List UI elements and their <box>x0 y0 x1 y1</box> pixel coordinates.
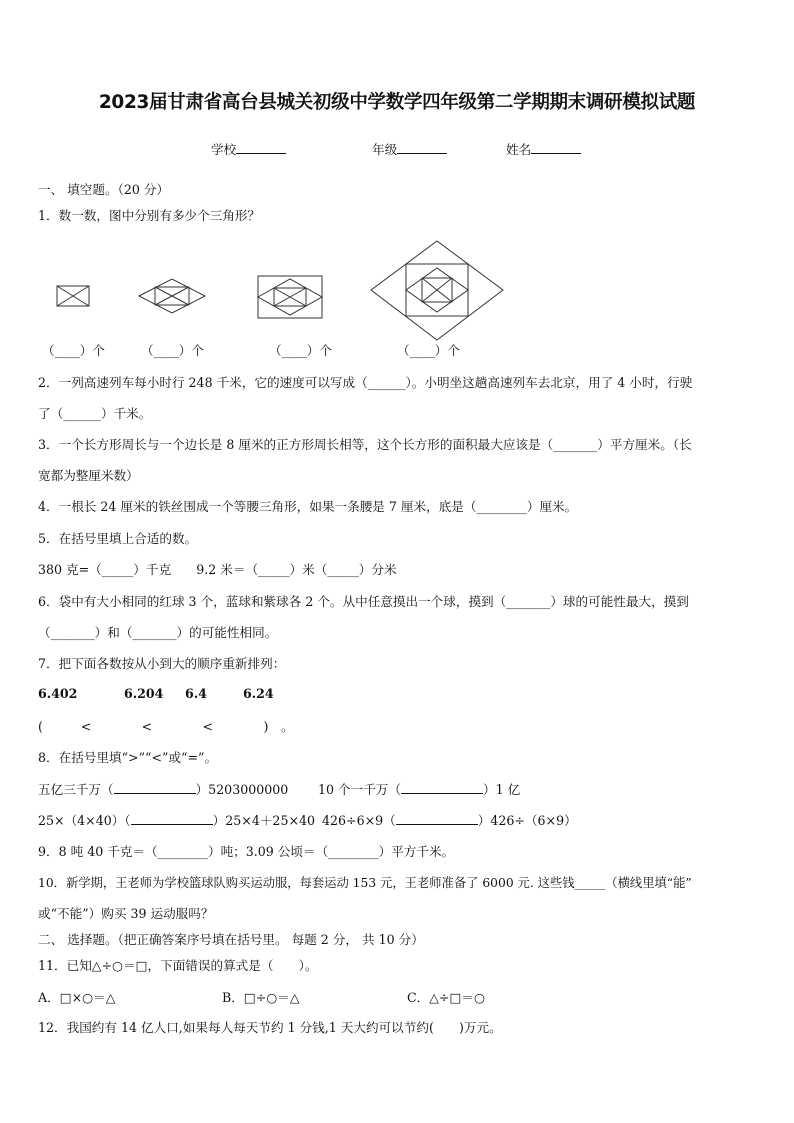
q1-answer-3[interactable]: （____）个 <box>269 343 332 358</box>
question-10-line-2: 或“不能”）购买 39 运动服吗？ <box>38 906 214 921</box>
question-8-line-3b <box>322 812 577 829</box>
question-2-line-2: 了（______）千米。 <box>38 406 152 421</box>
q7-number-2: 6.204 <box>124 686 164 701</box>
question-12: 12．我国约有 14 亿人口,如果每人每天节约 1 分钱,1 天大约可以节约( )万元。 <box>38 1020 502 1035</box>
question-3-line-2: 宽都为整厘米数） <box>38 468 139 483</box>
q7-order-blank[interactable]: ( < < < ) 。 <box>38 719 294 734</box>
question-5-line-2: 380 克=（_____）千克 9.2 米＝（_____）米（_____）分米 <box>38 562 397 577</box>
q8-blank-3[interactable] <box>131 812 213 825</box>
figure-3 <box>254 274 326 320</box>
section-two-heading: 二、 选择题。（把正确答案序号填在括号里。 每题 2 分， 共 10 分） <box>38 932 424 947</box>
school-line <box>236 141 286 154</box>
q8-label-e: 25×（4×40）（ <box>38 813 131 828</box>
q7-number-3: 6.4 <box>185 686 207 701</box>
question-8-line-2b <box>318 781 520 798</box>
q8-label-a: 五亿三千万（ <box>38 782 114 797</box>
question-4: 4．一根长 24 厘米的铁丝围成一个等腰三角形，如果一条腰是 7 厘米，底是（________）厘米。 <box>38 499 578 514</box>
q11-option-c[interactable]: C．△÷□＝○ <box>407 990 485 1005</box>
question-8: 8．在括号里填“>”“<”或“=”。 <box>38 750 218 765</box>
grade-field[interactable] <box>372 141 447 158</box>
q1-answer-4[interactable]: （____）个 <box>397 343 460 358</box>
q8-blank-1[interactable] <box>114 781 196 794</box>
question-6-line-2: （_______）和（_______）的可能性相同。 <box>38 625 278 640</box>
school-field[interactable] <box>211 141 286 158</box>
q1-answer-2[interactable]: （____）个 <box>141 343 204 358</box>
grade-label: 年级 <box>372 142 398 157</box>
name-label: 姓名 <box>506 142 532 157</box>
q11-option-b[interactable]: B．□÷○＝△ <box>222 990 300 1005</box>
question-1: 1．数一数，图中分别有多少个三角形？ <box>38 208 261 223</box>
section-one-heading: 一、 填空题。（20 分） <box>38 182 170 197</box>
q11-option-a[interactable]: A．□×○＝△ <box>38 990 116 1005</box>
q1-answer-1[interactable]: （____）个 <box>42 343 105 358</box>
q8-label-g: 426÷6×9（ <box>322 813 396 828</box>
name-field[interactable] <box>506 141 581 158</box>
q7-number-4: 6.24 <box>243 686 274 701</box>
figure-1 <box>56 285 90 307</box>
question-7: 7．把下面各数按从小到大的顺序重新排列： <box>38 656 286 671</box>
q8-label-c: 10 个一千万（ <box>318 782 401 797</box>
q8-label-h: ）426÷（6×9） <box>477 813 577 828</box>
school-label: 学校 <box>211 142 237 157</box>
question-8-line-3 <box>38 812 315 829</box>
q8-label-b: ）5203000000 <box>195 782 289 797</box>
question-8-line-2 <box>38 781 288 798</box>
question-10-line-1: 10．新学期，王老师为学校篮球队购买运动服，每套运动 153 元，王老师准备了 6000 元. 这些钱_____（横线里填“能” <box>38 876 692 890</box>
question-2-line-1: 2．一列高速列车每小时行 248 千米，它的速度可以写成（______）。小明坐这趟高速列车去北京，用了 4 小时，行驶 <box>38 375 693 390</box>
question-6-line-1: 6．袋中有大小相同的红球 3 个，蓝球和紫球各 2 个。从中任意摸出一个球，摸到（_______）球的可能性最大，摸到 <box>38 594 689 609</box>
q8-blank-4[interactable] <box>396 812 478 825</box>
figure-4 <box>370 240 504 342</box>
q7-number-1: 6.402 <box>38 686 78 701</box>
figure-2 <box>138 278 206 314</box>
question-5: 5．在括号里填上合适的数。 <box>38 531 198 546</box>
name-line <box>531 141 581 154</box>
q8-label-d: ）1 亿 <box>483 782 521 797</box>
question-11: 11．已知△÷○＝□，下面错误的算式是（ ）。 <box>38 958 318 973</box>
question-3-line-1: 3．一个长方形周长与一个边长是 8 厘米的正方形周长相等，这个长方形的面积最大应该是（_______）平方厘米。（长 <box>38 437 692 452</box>
q8-blank-2[interactable] <box>401 781 483 794</box>
grade-line <box>397 141 447 154</box>
question-9: 9．8 吨 40 千克＝（________）吨；3.09 公顷＝（________）平方千米。 <box>38 844 455 859</box>
page-title: 2023届甘肃省高台县城关初级中学数学四年级第二学期期末调研模拟试题 <box>98 92 696 113</box>
q8-label-f: ）25×4＋25×40 <box>212 813 316 828</box>
